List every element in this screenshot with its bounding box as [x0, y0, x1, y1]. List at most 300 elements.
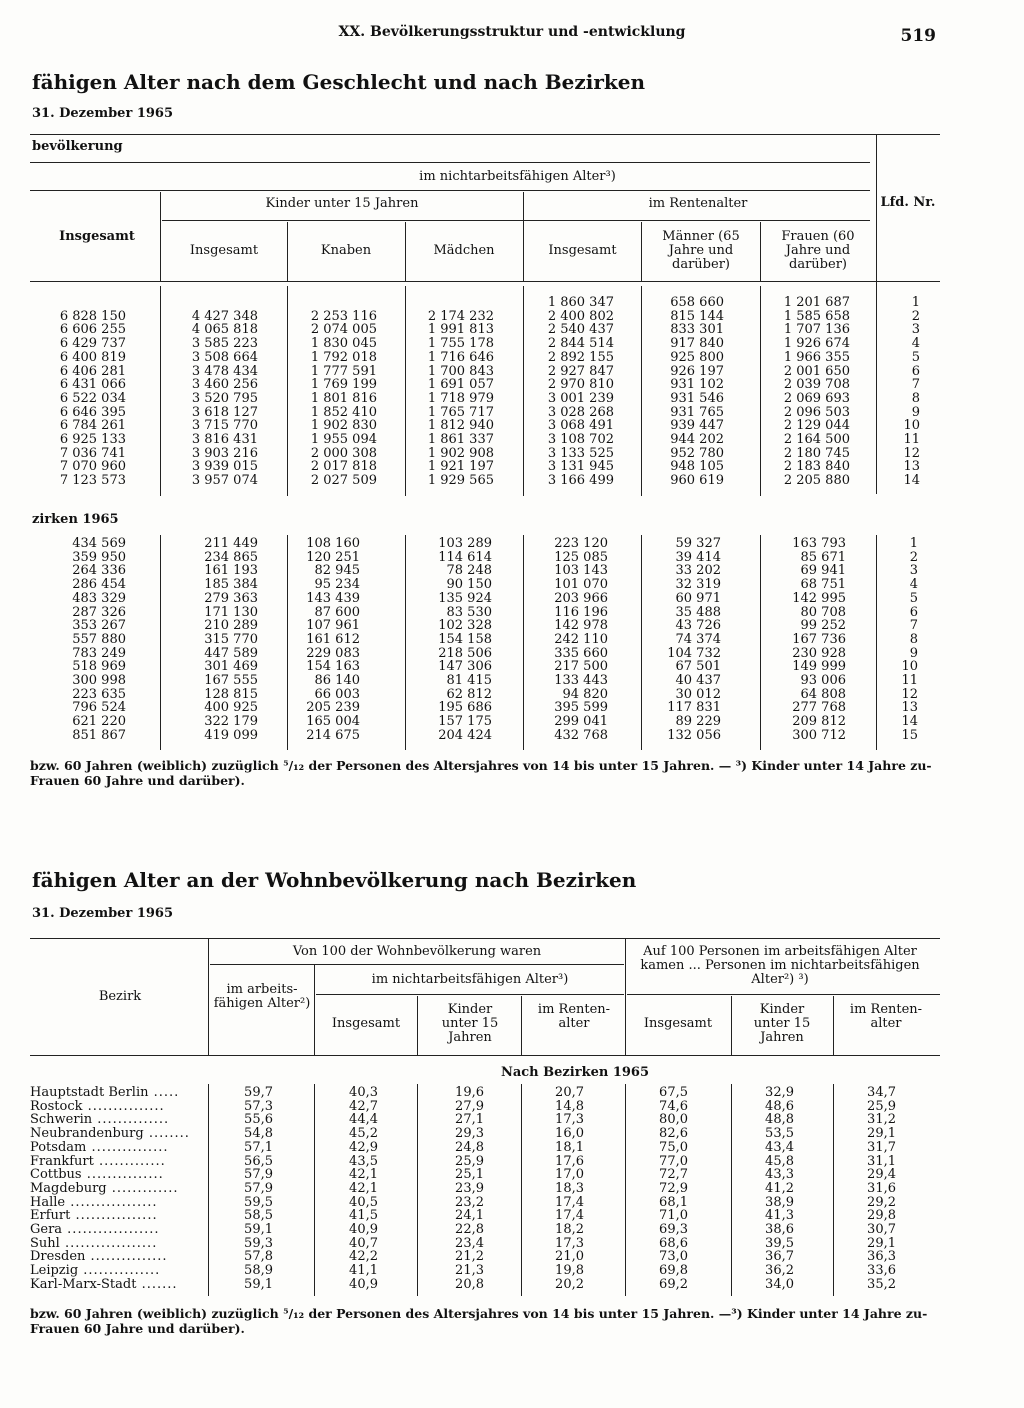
t2-nicht-kinder	[455, 1086, 484, 1292]
table-cell: 783 249	[72, 645, 126, 661]
leader-dots: .................	[65, 1194, 158, 1210]
table-cell: 301 469	[204, 659, 258, 675]
table-cell: 74 374	[675, 631, 721, 647]
table-cell: 658 660	[670, 295, 724, 310]
table-cell: 69 941	[800, 563, 846, 579]
table-cell: 223 635	[72, 686, 126, 702]
table-cell: 30,7	[867, 1222, 896, 1238]
table-cell: 6 925 133	[59, 432, 126, 448]
list-item	[30, 1141, 206, 1155]
table-cell: 3 715 770	[191, 418, 258, 434]
leader-dots: ...............	[82, 1098, 165, 1114]
table-cell: 36,7	[765, 1249, 794, 1265]
bezirk-name: Hauptstadt Berlin	[30, 1085, 149, 1100]
table1-header-insgesamt: Insgesamt	[59, 229, 135, 244]
t2-arbeits	[244, 1086, 273, 1292]
table-cell: 931 546	[670, 390, 724, 406]
table2-header-auf-renten: im Renten- alter	[849, 1002, 923, 1031]
table-cell: 2 096 503	[783, 404, 850, 420]
table-cell: 7	[909, 618, 918, 634]
table-cell: 72,7	[659, 1167, 688, 1183]
t1-years-maenner	[670, 296, 724, 488]
table-cell: 12	[901, 686, 918, 702]
table-cell: 69,3	[659, 1222, 688, 1238]
table-cell: 6 784 261	[59, 418, 126, 434]
table-cell: 6 522 034	[59, 390, 126, 406]
table-cell: 19,8	[555, 1263, 584, 1279]
leader-dots: ...............	[81, 1167, 164, 1183]
table-cell: 25,9	[455, 1153, 484, 1169]
bezirk-name: Leipzig	[30, 1263, 79, 1279]
table-cell: 18,1	[555, 1139, 584, 1155]
table-cell: 2 970 810	[547, 377, 614, 393]
table-cell: 185 384	[204, 577, 258, 593]
table-cell: 36,2	[765, 1263, 794, 1279]
table-cell: 87 600	[314, 604, 360, 620]
table-cell: 1 929 565	[427, 473, 494, 489]
table-cell: 1 792 018	[310, 349, 377, 365]
table-cell: 18,2	[555, 1222, 584, 1238]
t1-bez-kinder	[204, 537, 258, 743]
table-cell: 1 716 646	[427, 349, 494, 365]
leader-dots: ..............	[92, 1112, 170, 1128]
bezirk-name: Magdeburg	[30, 1180, 107, 1196]
table-cell: 6	[909, 604, 918, 620]
t1-years-insgesamt	[60, 296, 126, 488]
t1-years-frauen	[784, 296, 850, 488]
table-cell: 2 892 155	[547, 349, 614, 365]
table-cell: 45,2	[349, 1126, 378, 1142]
table-cell: 161 193	[204, 563, 258, 579]
list-item	[30, 1127, 206, 1141]
table-cell: 10	[903, 418, 920, 434]
table-cell: 171 130	[204, 604, 258, 620]
table-cell: 400 925	[204, 700, 258, 716]
list-item	[30, 1113, 206, 1127]
list-item	[30, 1264, 206, 1278]
table-cell: 2 039 708	[783, 377, 850, 393]
table-cell: 419 099	[204, 727, 258, 743]
table-cell: 32 319	[675, 577, 721, 593]
table2-header-arbeits: im arbeits- fähigen Alter²)	[213, 982, 311, 1011]
table-cell: 29,1	[867, 1235, 896, 1251]
table2-header-auf100: Auf 100 Personen im arbeitsfähigen Alter kamen ... Personen im nichtarbeitsfähigen Alter²) ³)	[640, 944, 920, 987]
table1-header-kinder: Kinder unter 15 Jahren	[265, 196, 419, 211]
table-cell: 8	[911, 390, 920, 406]
table-cell: 2 205 880	[783, 473, 850, 489]
t2-nicht-renten	[555, 1086, 584, 1292]
table-cell: 322 179	[204, 714, 258, 730]
bezirk-name: Halle	[30, 1194, 66, 1210]
table-cell: 40,9	[349, 1222, 378, 1238]
table-cell: 82,6	[659, 1126, 688, 1142]
table-cell: 299 041	[554, 714, 608, 730]
table-cell: 33 202	[675, 563, 721, 579]
table-cell: 434 569	[72, 536, 126, 551]
table-cell: 1 966 355	[783, 349, 850, 365]
table-cell: 101 070	[554, 577, 608, 593]
t2-auf-renten	[867, 1086, 896, 1292]
table-cell: 300 998	[72, 673, 126, 689]
table-cell: 25,1	[455, 1167, 484, 1183]
table-cell: 925 800	[670, 349, 724, 365]
table-cell: 1 926 674	[783, 336, 850, 352]
table-cell: 22,8	[455, 1222, 484, 1238]
t1-bez-frauen	[792, 537, 846, 743]
table-cell: 209 812	[792, 714, 846, 730]
table1-header-nicht: im nichtarbeitsfähigen Alter³)	[419, 169, 616, 184]
table-cell: 518 969	[72, 659, 126, 675]
table-cell: 2 844 514	[547, 336, 614, 352]
table-cell: 3 816 431	[191, 432, 258, 448]
table-cell: 27,1	[455, 1112, 484, 1128]
table-cell: 11	[903, 432, 920, 448]
table-cell: 14,8	[555, 1098, 584, 1114]
table-cell: 59,1	[244, 1276, 273, 1292]
table-cell: 483 329	[72, 590, 126, 606]
t2-auf-insgesamt	[659, 1086, 688, 1292]
table-cell: 59,7	[244, 1085, 273, 1100]
table-cell: 851 867	[72, 727, 126, 743]
table-cell: 135 924	[438, 590, 492, 606]
table-cell: 60 971	[675, 590, 721, 606]
table-cell: 29,2	[867, 1194, 896, 1210]
table-cell: 1 812 940	[427, 418, 494, 434]
table-cell: 926 197	[670, 363, 724, 379]
list-item	[30, 1278, 206, 1292]
table-cell: 359 950	[72, 549, 126, 565]
table-cell: 55,6	[244, 1112, 273, 1128]
table-cell: 229 083	[306, 645, 360, 661]
table-cell: 17,3	[555, 1112, 584, 1128]
table-cell: 6 400 819	[59, 349, 126, 365]
table-cell: 104 732	[667, 645, 721, 661]
table-cell: 17,4	[555, 1208, 584, 1224]
table-cell: 62 812	[446, 686, 492, 702]
bezirk-name: Dresden	[30, 1249, 86, 1265]
table-cell: 99 252	[800, 618, 846, 634]
table-cell: 57,9	[244, 1180, 273, 1196]
table-cell: 335 660	[554, 645, 608, 661]
table-cell	[311, 296, 377, 310]
table-cell: 7 070 960	[59, 459, 126, 475]
table-cell: 48,6	[765, 1098, 794, 1114]
leader-dots: ..................	[59, 1235, 158, 1251]
table-cell: 93 006	[800, 673, 846, 689]
table-cell: 67,5	[659, 1085, 688, 1100]
table-cell: 59,5	[244, 1194, 273, 1210]
table-cell: 107 961	[306, 618, 360, 634]
table-cell: 29,4	[867, 1167, 896, 1183]
table-cell: 960 619	[670, 473, 724, 489]
bezirk-name: Erfurt	[30, 1208, 71, 1224]
table-cell: 21,3	[455, 1263, 484, 1279]
table-cell: 95 234	[314, 577, 360, 593]
table-cell: 41,3	[765, 1208, 794, 1224]
table-cell: 48,8	[765, 1112, 794, 1128]
table-cell: 1 861 337	[427, 432, 494, 448]
table-cell: 142 978	[554, 618, 608, 634]
table-cell: 447 589	[204, 645, 258, 661]
table-cell: 40,3	[349, 1085, 378, 1100]
table-cell: 1	[911, 295, 920, 310]
table-cell: 203 966	[554, 590, 608, 606]
table-cell: 205 239	[306, 700, 360, 716]
running-title: XX. Bevölkerungsstruktur und -entwicklung	[338, 24, 686, 40]
leader-dots: .....	[148, 1085, 180, 1100]
table-cell: 2 174 232	[427, 308, 494, 324]
table-cell: 40,7	[349, 1235, 378, 1251]
table1-header-maenner: Männer (65 Jahre und darüber)	[662, 229, 740, 272]
table-cell: 85 671	[800, 549, 846, 565]
t1-years-nr	[903, 296, 920, 488]
table-cell: 3 108 702	[547, 432, 614, 448]
leader-dots: ........	[143, 1126, 190, 1142]
table-cell: 6 429 737	[59, 336, 126, 352]
table-cell: 3 903 216	[191, 445, 258, 461]
table2-footnote: bzw. 60 Jahren (weiblich) zuzüglich ⁵/₁₂ der Personen des Altersjahres von 14 bis unter 15 Jahren. —³) Kinder unter 14 Jahre zu- Frauen 60 Jahre und darüber).	[30, 1306, 928, 1336]
table-cell: 154 163	[306, 659, 360, 675]
table-cell: 32,9	[765, 1085, 794, 1100]
table-cell: 1 852 410	[310, 404, 377, 420]
table-cell: 1 707 136	[783, 322, 850, 338]
table-cell: 3 508 664	[191, 349, 258, 365]
table-cell: 42,7	[349, 1098, 378, 1114]
table-cell: 621 220	[72, 714, 126, 730]
table-cell: 286 454	[72, 577, 126, 593]
table-cell: 31,6	[867, 1180, 896, 1196]
table-cell: 2 069 693	[783, 390, 850, 406]
table1-header-knaben: Knaben	[320, 243, 372, 258]
table-cell: 57,3	[244, 1098, 273, 1114]
table-cell: 4	[911, 336, 920, 352]
table-cell: 59,1	[244, 1222, 273, 1238]
table-cell: 163 793	[792, 536, 846, 551]
table-cell: 40,9	[349, 1276, 378, 1292]
bezirk-name: Neubrandenburg	[30, 1126, 144, 1142]
table-cell: 34,0	[765, 1276, 794, 1292]
table-cell: 14	[903, 473, 920, 489]
table-cell: 33,6	[867, 1263, 896, 1279]
table-cell: 6 828 150	[59, 308, 126, 324]
table-cell: 3 068 491	[547, 418, 614, 434]
table-cell: 30 012	[675, 686, 721, 702]
list-item	[30, 1086, 206, 1100]
table-cell	[428, 296, 494, 310]
table-cell: 3 166 499	[547, 473, 614, 489]
table-cell: 114 614	[438, 549, 492, 565]
table-cell: 1	[909, 536, 918, 551]
table-cell: 20,2	[555, 1276, 584, 1292]
table-cell: 2 000 308	[310, 445, 377, 461]
table-cell: 29,3	[455, 1126, 484, 1142]
page-number: 519	[900, 26, 936, 46]
table-cell: 2 400 802	[547, 308, 614, 324]
table-cell: 5	[911, 349, 920, 365]
table1-header-renten: im Rentenalter	[648, 196, 748, 211]
t2-auf-kinder	[765, 1086, 794, 1292]
table-cell: 264 336	[72, 563, 126, 579]
table-cell: 43,5	[349, 1153, 378, 1169]
table-cell: 300 712	[792, 727, 846, 743]
table-cell: 10	[901, 659, 918, 675]
t1-bez-nr	[901, 537, 918, 743]
table2-header-nicht-kinder: Kinder unter 15 Jahren	[441, 1002, 499, 1045]
table-cell: 3 131 945	[547, 459, 614, 475]
table-cell: 35 488	[675, 604, 721, 620]
table-cell: 279 363	[204, 590, 258, 606]
table-cell: 69,8	[659, 1263, 688, 1279]
table-cell: 58,9	[244, 1263, 273, 1279]
table-cell: 25,9	[867, 1098, 896, 1114]
table-cell: 42,9	[349, 1139, 378, 1155]
leader-dots: ...............	[86, 1139, 169, 1155]
table-cell: 6 406 281	[59, 363, 126, 379]
table-cell: 29,1	[867, 1126, 896, 1142]
table-cell: 2 183 840	[783, 459, 850, 475]
table-cell: 42,2	[349, 1249, 378, 1265]
table-cell: 161 612	[306, 631, 360, 647]
table-cell: 931 765	[670, 404, 724, 420]
list-item	[30, 1155, 206, 1169]
table-cell: 1 777 591	[310, 363, 377, 379]
bezirk-name: Suhl	[30, 1235, 60, 1251]
table-cell: 90 150	[446, 577, 492, 593]
bezirk-name: Frankfurt	[30, 1153, 94, 1169]
table-cell: 4	[909, 577, 918, 593]
table-cell: 5	[909, 590, 918, 606]
table-cell: 14	[901, 714, 918, 730]
table2-bezirk-list	[30, 1086, 206, 1292]
table-cell: 3	[911, 322, 920, 338]
table-cell: 3 001 239	[547, 390, 614, 406]
table-cell: 82 945	[314, 563, 360, 579]
table-cell: 39,5	[765, 1235, 794, 1251]
table-cell: 9	[909, 645, 918, 661]
table-cell: 230 928	[792, 645, 846, 661]
table-cell: 214 675	[306, 727, 360, 743]
t1-bez-maedchen	[438, 537, 492, 743]
table-cell: 53,5	[765, 1126, 794, 1142]
table-cell: 24,8	[455, 1139, 484, 1155]
table-cell: 41,1	[349, 1263, 378, 1279]
table-cell: 31,7	[867, 1139, 896, 1155]
table-cell: 31,1	[867, 1153, 896, 1169]
table-cell: 43,3	[765, 1167, 794, 1183]
table2-header-nicht-renten: im Renten- alter	[537, 1002, 611, 1031]
table-cell: 1 700 843	[427, 363, 494, 379]
table-cell: 17,6	[555, 1153, 584, 1169]
table1-group-label: bevölkerung	[32, 139, 123, 154]
table-cell: 80,0	[659, 1112, 688, 1128]
table-cell: 17,3	[555, 1235, 584, 1251]
table-cell: 36,3	[867, 1249, 896, 1265]
bezirk-name: Schwerin	[30, 1112, 93, 1128]
table-cell: 83 530	[446, 604, 492, 620]
table-cell: 1 902 830	[310, 418, 377, 434]
table-cell: 3 028 268	[547, 404, 614, 420]
table-cell: 41,2	[765, 1180, 794, 1196]
table-cell: 67 501	[675, 659, 721, 675]
table-cell: 149 999	[792, 659, 846, 675]
table-cell: 38,9	[765, 1194, 794, 1210]
table-cell: 315 770	[204, 631, 258, 647]
table-cell: 43,4	[765, 1139, 794, 1155]
table-cell: 2 001 650	[783, 363, 850, 379]
table-cell: 24,1	[455, 1208, 484, 1224]
table-cell: 64 808	[800, 686, 846, 702]
table-cell: 277 768	[792, 700, 846, 716]
table-cell: 6 431 066	[59, 377, 126, 393]
table1-header-renten-insgesamt: Insgesamt	[548, 243, 617, 258]
table-cell: 1 921 197	[427, 459, 494, 475]
table2-header-von100: Von 100 der Wohnbevölkerung waren	[292, 944, 542, 959]
table-cell: 1 955 094	[310, 432, 377, 448]
table-cell: 16,0	[555, 1126, 584, 1142]
table-cell: 7	[911, 377, 920, 393]
table-cell: 395 599	[554, 700, 608, 716]
table-cell: 3 939 015	[191, 459, 258, 475]
table-cell: 74,6	[659, 1098, 688, 1114]
list-item	[30, 1168, 206, 1182]
table-cell: 66 003	[314, 686, 360, 702]
table-cell: 6 646 395	[59, 404, 126, 420]
table-cell: 94 820	[562, 686, 608, 702]
table-cell: 20,7	[555, 1085, 584, 1100]
t1-bez-renten	[554, 537, 608, 743]
table-cell: 21,0	[555, 1249, 584, 1265]
table-cell: 58,5	[244, 1208, 273, 1224]
leader-dots: .............	[106, 1180, 179, 1196]
list-item	[30, 1100, 206, 1114]
table-cell: 242 110	[554, 631, 608, 647]
table-cell: 167 555	[204, 673, 258, 689]
table-cell: 2	[911, 308, 920, 324]
table-cell: 29,8	[867, 1208, 896, 1224]
table2-header-auf-kinder: Kinder unter 15 Jahren	[753, 1002, 811, 1045]
table-cell: 12	[903, 445, 920, 461]
table-cell: 42,1	[349, 1180, 378, 1196]
table-cell: 833 301	[670, 322, 724, 338]
table-cell: 23,2	[455, 1194, 484, 1210]
table-cell: 1 991 813	[427, 322, 494, 338]
table-cell: 165 004	[306, 714, 360, 730]
table2-section-label: Nach Bezirken 1965	[500, 1065, 650, 1080]
table-cell: 4 065 818	[191, 322, 258, 338]
table-cell: 116 196	[554, 604, 608, 620]
table-cell: 3 585 223	[191, 336, 258, 352]
table-cell: 7 036 741	[59, 445, 126, 461]
t1-bez-insgesamt	[72, 537, 126, 743]
table-cell: 6 606 255	[59, 322, 126, 338]
table-cell: 69,2	[659, 1276, 688, 1292]
table-cell: 2 074 005	[310, 322, 377, 338]
table-cell: 59 327	[675, 536, 721, 551]
table-cell: 41,5	[349, 1208, 378, 1224]
table2-header-auf-insgesamt: Insgesamt	[643, 1016, 713, 1031]
table-cell: 939 447	[670, 418, 724, 434]
table-cell: 20,8	[455, 1276, 484, 1292]
table-cell: 9	[911, 404, 920, 420]
table-cell: 89 229	[675, 714, 721, 730]
t1-years-knaben	[311, 296, 377, 488]
table-cell: 68,1	[659, 1194, 688, 1210]
table-cell: 3 460 256	[191, 377, 258, 393]
table-cell: 17,0	[555, 1167, 584, 1183]
bezirk-name: Karl-Marx-Stadt	[30, 1276, 137, 1292]
table-cell: 133 443	[554, 673, 608, 689]
table-cell: 1 585 658	[783, 308, 850, 324]
